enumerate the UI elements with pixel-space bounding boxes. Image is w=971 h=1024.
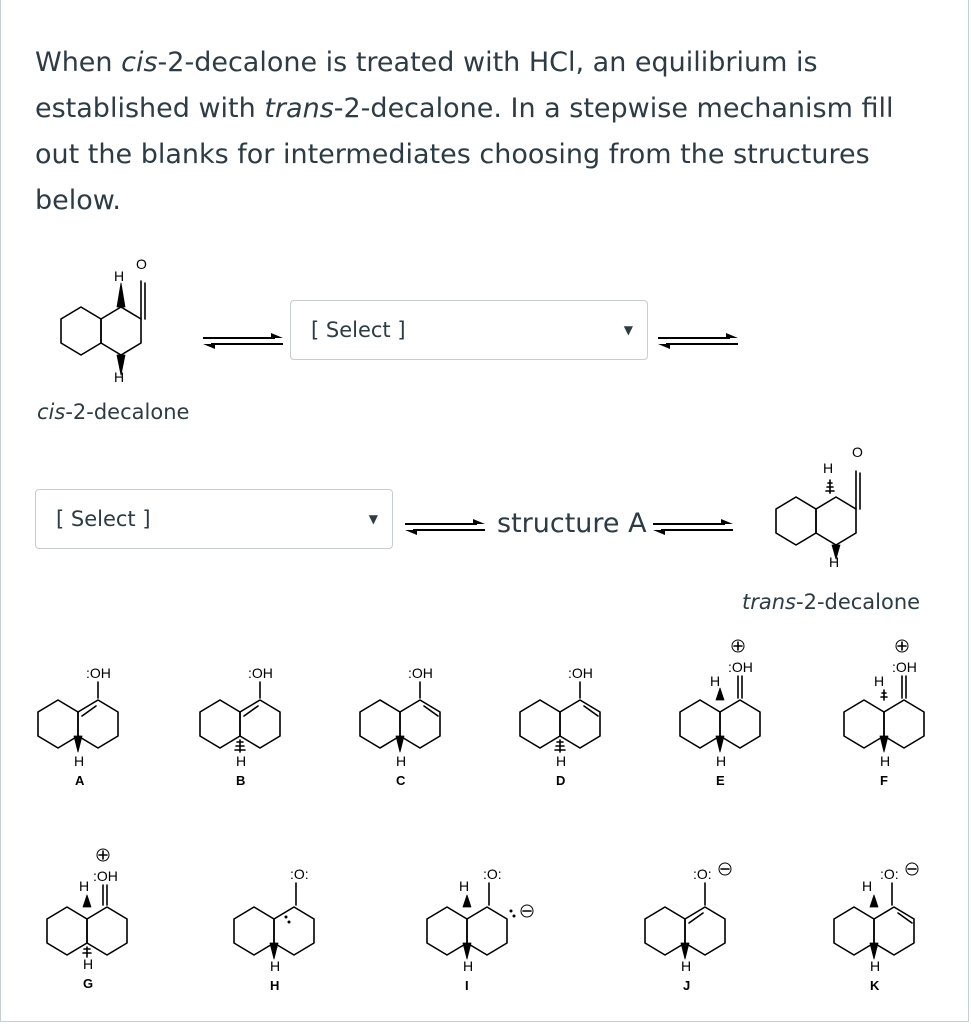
choice-letter-d: D bbox=[556, 773, 566, 788]
cis-2-decalone-structure bbox=[55, 245, 185, 385]
svg-text::OH: :OH bbox=[248, 665, 273, 681]
intermediate-select-1[interactable] bbox=[290, 300, 648, 360]
svg-text::O:: :O: bbox=[290, 866, 309, 882]
choice-letter-c: C bbox=[396, 773, 406, 788]
choice-letter-h: H bbox=[270, 978, 280, 993]
equilibrium-arrow-icon bbox=[405, 519, 485, 535]
svg-text:H: H bbox=[556, 753, 567, 769]
svg-text:H: H bbox=[270, 958, 281, 974]
svg-text:H: H bbox=[114, 268, 125, 284]
svg-text:O: O bbox=[136, 256, 147, 272]
svg-text::OH: :OH bbox=[408, 665, 433, 681]
intermediate-select-2[interactable] bbox=[35, 489, 393, 549]
choice-structure-e bbox=[668, 636, 788, 791]
equilibrium-arrow-icon bbox=[658, 333, 738, 349]
svg-text:H: H bbox=[114, 369, 125, 385]
select-1-value: [ Select ] bbox=[311, 318, 406, 342]
svg-text:H: H bbox=[83, 956, 94, 972]
structure-a-label: structure A bbox=[497, 508, 647, 539]
svg-text:H: H bbox=[880, 753, 891, 769]
svg-text::OH: :OH bbox=[93, 868, 118, 884]
choice-structure-h bbox=[222, 845, 342, 995]
choice-structure-c bbox=[352, 660, 462, 790]
equilibrium-arrow-icon bbox=[653, 519, 733, 535]
svg-text:H: H bbox=[716, 753, 727, 769]
choice-letter-k: K bbox=[870, 978, 880, 993]
choice-structure-i bbox=[415, 845, 545, 995]
choice-letter-g: G bbox=[83, 976, 94, 991]
svg-text::OH: :OH bbox=[728, 659, 753, 675]
choice-structure-b bbox=[192, 660, 302, 790]
svg-text::O:: :O: bbox=[880, 866, 899, 882]
choice-letter-b: B bbox=[236, 773, 246, 788]
choice-letter-a: A bbox=[75, 773, 85, 788]
trans-2-decalone-structure bbox=[770, 435, 900, 570]
question-text: When cis-2-decalone is treated with HCl, an equilibrium is established with trans-2-decalone. In a stepwise mechanism fill out the blanks for intermediates choosing from the structures below. bbox=[35, 47, 894, 216]
choice-structure-f bbox=[832, 636, 952, 791]
choice-structure-j bbox=[625, 845, 755, 995]
svg-text:H: H bbox=[681, 958, 692, 974]
svg-text:H: H bbox=[236, 753, 247, 769]
svg-text:H: H bbox=[874, 673, 885, 689]
choice-structure-g bbox=[35, 845, 155, 995]
caret-down-icon: ▼ bbox=[623, 323, 633, 337]
choice-structure-d bbox=[512, 660, 622, 790]
choice-letter-e: E bbox=[716, 773, 725, 788]
choice-letter-j: J bbox=[683, 978, 691, 993]
equilibrium-arrow-icon bbox=[203, 333, 283, 349]
choice-letter-i: I bbox=[465, 978, 469, 993]
svg-text:H: H bbox=[710, 673, 721, 689]
svg-text:H: H bbox=[823, 460, 834, 476]
trans-2-decalone-label: trans-2-decalone bbox=[742, 590, 921, 614]
svg-text:H: H bbox=[396, 753, 407, 769]
caret-down-icon: ▼ bbox=[368, 512, 378, 526]
choice-letter-f: F bbox=[880, 773, 888, 788]
cis-2-decalone-label: cis-2-decalone bbox=[37, 400, 190, 424]
svg-text:O: O bbox=[852, 444, 863, 460]
choice-structure-a bbox=[30, 660, 140, 790]
svg-text:H: H bbox=[74, 753, 85, 769]
select-2-value: [ Select ] bbox=[56, 507, 151, 531]
svg-text:H: H bbox=[79, 878, 90, 894]
svg-text::O:: :O: bbox=[483, 866, 502, 882]
svg-text:H: H bbox=[459, 878, 470, 894]
svg-text::OH: :OH bbox=[892, 659, 917, 675]
choice-structure-k bbox=[822, 845, 952, 995]
svg-text:H: H bbox=[463, 958, 474, 974]
svg-text:H: H bbox=[862, 878, 873, 894]
svg-text::O:: :O: bbox=[693, 866, 712, 882]
svg-text::OH: :OH bbox=[568, 665, 593, 681]
svg-text:H: H bbox=[870, 958, 881, 974]
svg-text::OH: :OH bbox=[86, 665, 111, 681]
svg-text:H: H bbox=[829, 554, 840, 570]
